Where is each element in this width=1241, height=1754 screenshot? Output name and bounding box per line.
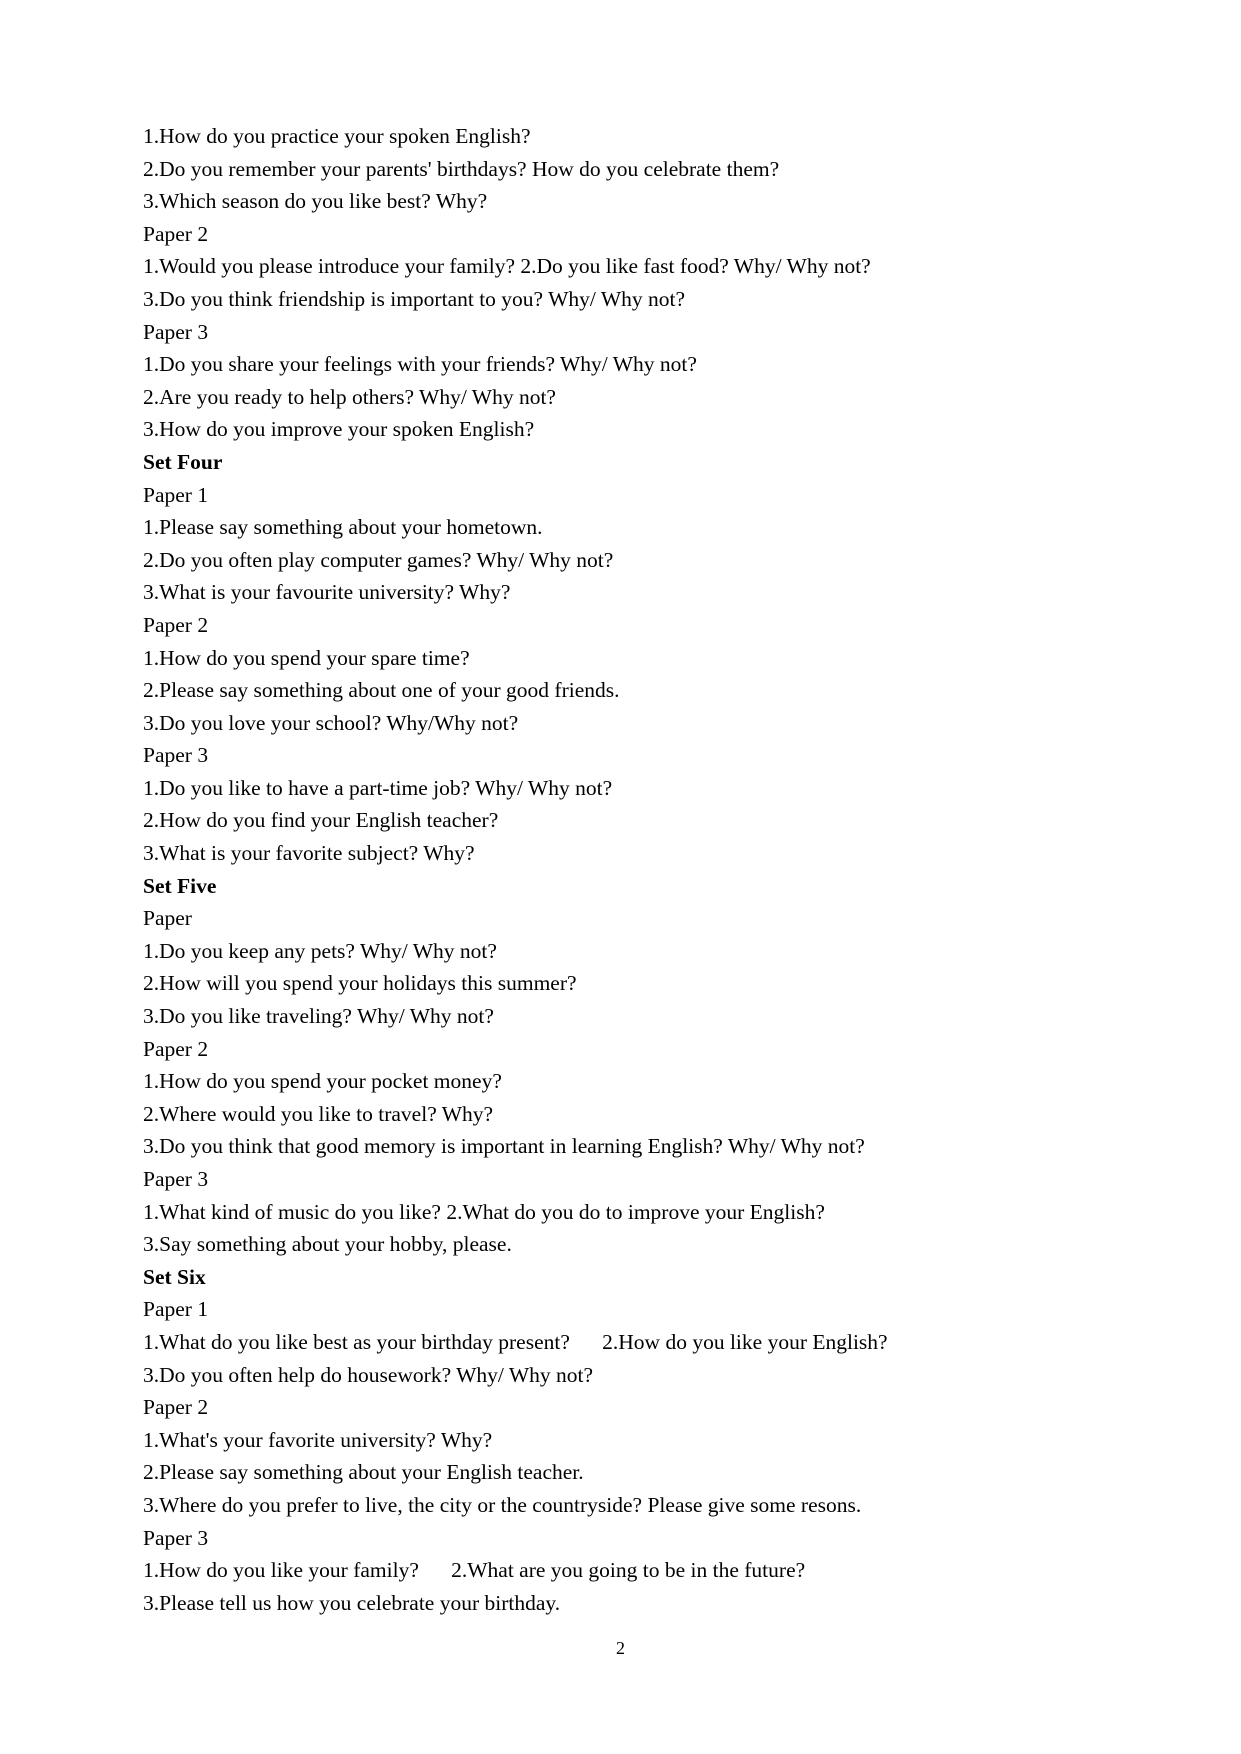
text-line: 1.Do you share your feelings with your friends? Why/ Why not? [143,352,697,377]
text-line: Paper 1 [143,1297,209,1322]
text-line: 3.Do you often help do housework? Why/ Why not? [143,1362,594,1387]
section-heading: Set Four [143,449,223,474]
text-line: 3.Do you like traveling? Why/ Why not? [143,1004,494,1029]
text-line: 3.Do you think that good memory is important in learning English? Why/ Why not? [143,1134,865,1159]
text-line: 2.Are you ready to help others? Why/ Why not? [143,384,556,409]
text-line: Paper 2 [143,221,209,246]
text-line: Paper [143,906,192,931]
text-line: 2.Do you remember your parents' birthdays? How do you celebrate them? [143,156,780,181]
text-line: 3.Do you think friendship is important to you? Why/ Why not? [143,286,686,311]
text-line: 1.How do you spend your spare time? [143,645,470,670]
text-line: Paper 3 [143,1167,209,1191]
text-line: 1.Please say something about your hometown. [143,515,543,540]
text-line: Paper 1 [143,482,209,507]
text-line: 1.Would you please introduce your family? 2.Do you like fast food? Why/ Why not? [143,254,871,279]
text-line: Paper 3 [143,743,209,768]
text-line: 1.Do you like to have a part-time job? Why/ Why not? [143,775,613,800]
text-line: Paper 2 [143,612,209,637]
text-line: 2.How do you find your English teacher? [143,808,499,833]
text-line: Paper 2 [143,1036,209,1061]
text-line: 2.Do you often play computer games? Why/ Why not? [143,547,614,572]
text-line: 1.How do you spend your pocket money? [143,1069,502,1094]
text-line: 3.Where do you prefer to live, the city or the countryside? Please give some resons. [143,1492,862,1517]
text-line: 1.What kind of music do you like? 2.What do you do to improve your English? [143,1199,825,1224]
text-line: 3.What is your favorite subject? Why? [143,841,475,866]
text-line: 1.How do you like your family? 2.What are you going to be in the future? [143,1558,806,1583]
text-line: 1.What do you like best as your birthday present? 2.How do you like your English? [143,1329,888,1354]
text-line: Paper 3 [143,1525,209,1550]
text-line: 3.What is your favourite university? Why? [143,580,511,605]
text-line: 1.Do you keep any pets? Why/ Why not? [143,938,497,963]
text-line: 3.Which season do you like best? Why? [143,189,488,214]
text-line: 3.Do you love your school? Why/Why not? [143,710,519,735]
page-number: 2 [616,1638,625,1658]
text-line: 2.How will you spend your holidays this summer? [143,971,577,996]
text-line: 1.How do you practice your spoken English? [143,124,531,148]
text-line: 3.How do you improve your spoken English? [143,417,535,442]
section-heading: Set Six [143,1264,206,1289]
document-body [143,120,1143,1619]
text-line: Paper 2 [143,1395,209,1420]
text-line: 2.Please say something about one of your good friends. [143,678,620,703]
text-line: 2.Please say something about your English teacher. [143,1460,584,1485]
text-line: 2.Where would you like to travel? Why? [143,1101,494,1126]
text-line: 1.What's your favorite university? Why? [143,1427,493,1452]
text-line: Paper 3 [143,319,209,344]
text-line: 3.Say something about your hobby, please. [143,1232,512,1257]
section-heading: Set Five [143,873,217,898]
text-line: 3.Please tell us how you celebrate your birthday. [143,1590,561,1615]
